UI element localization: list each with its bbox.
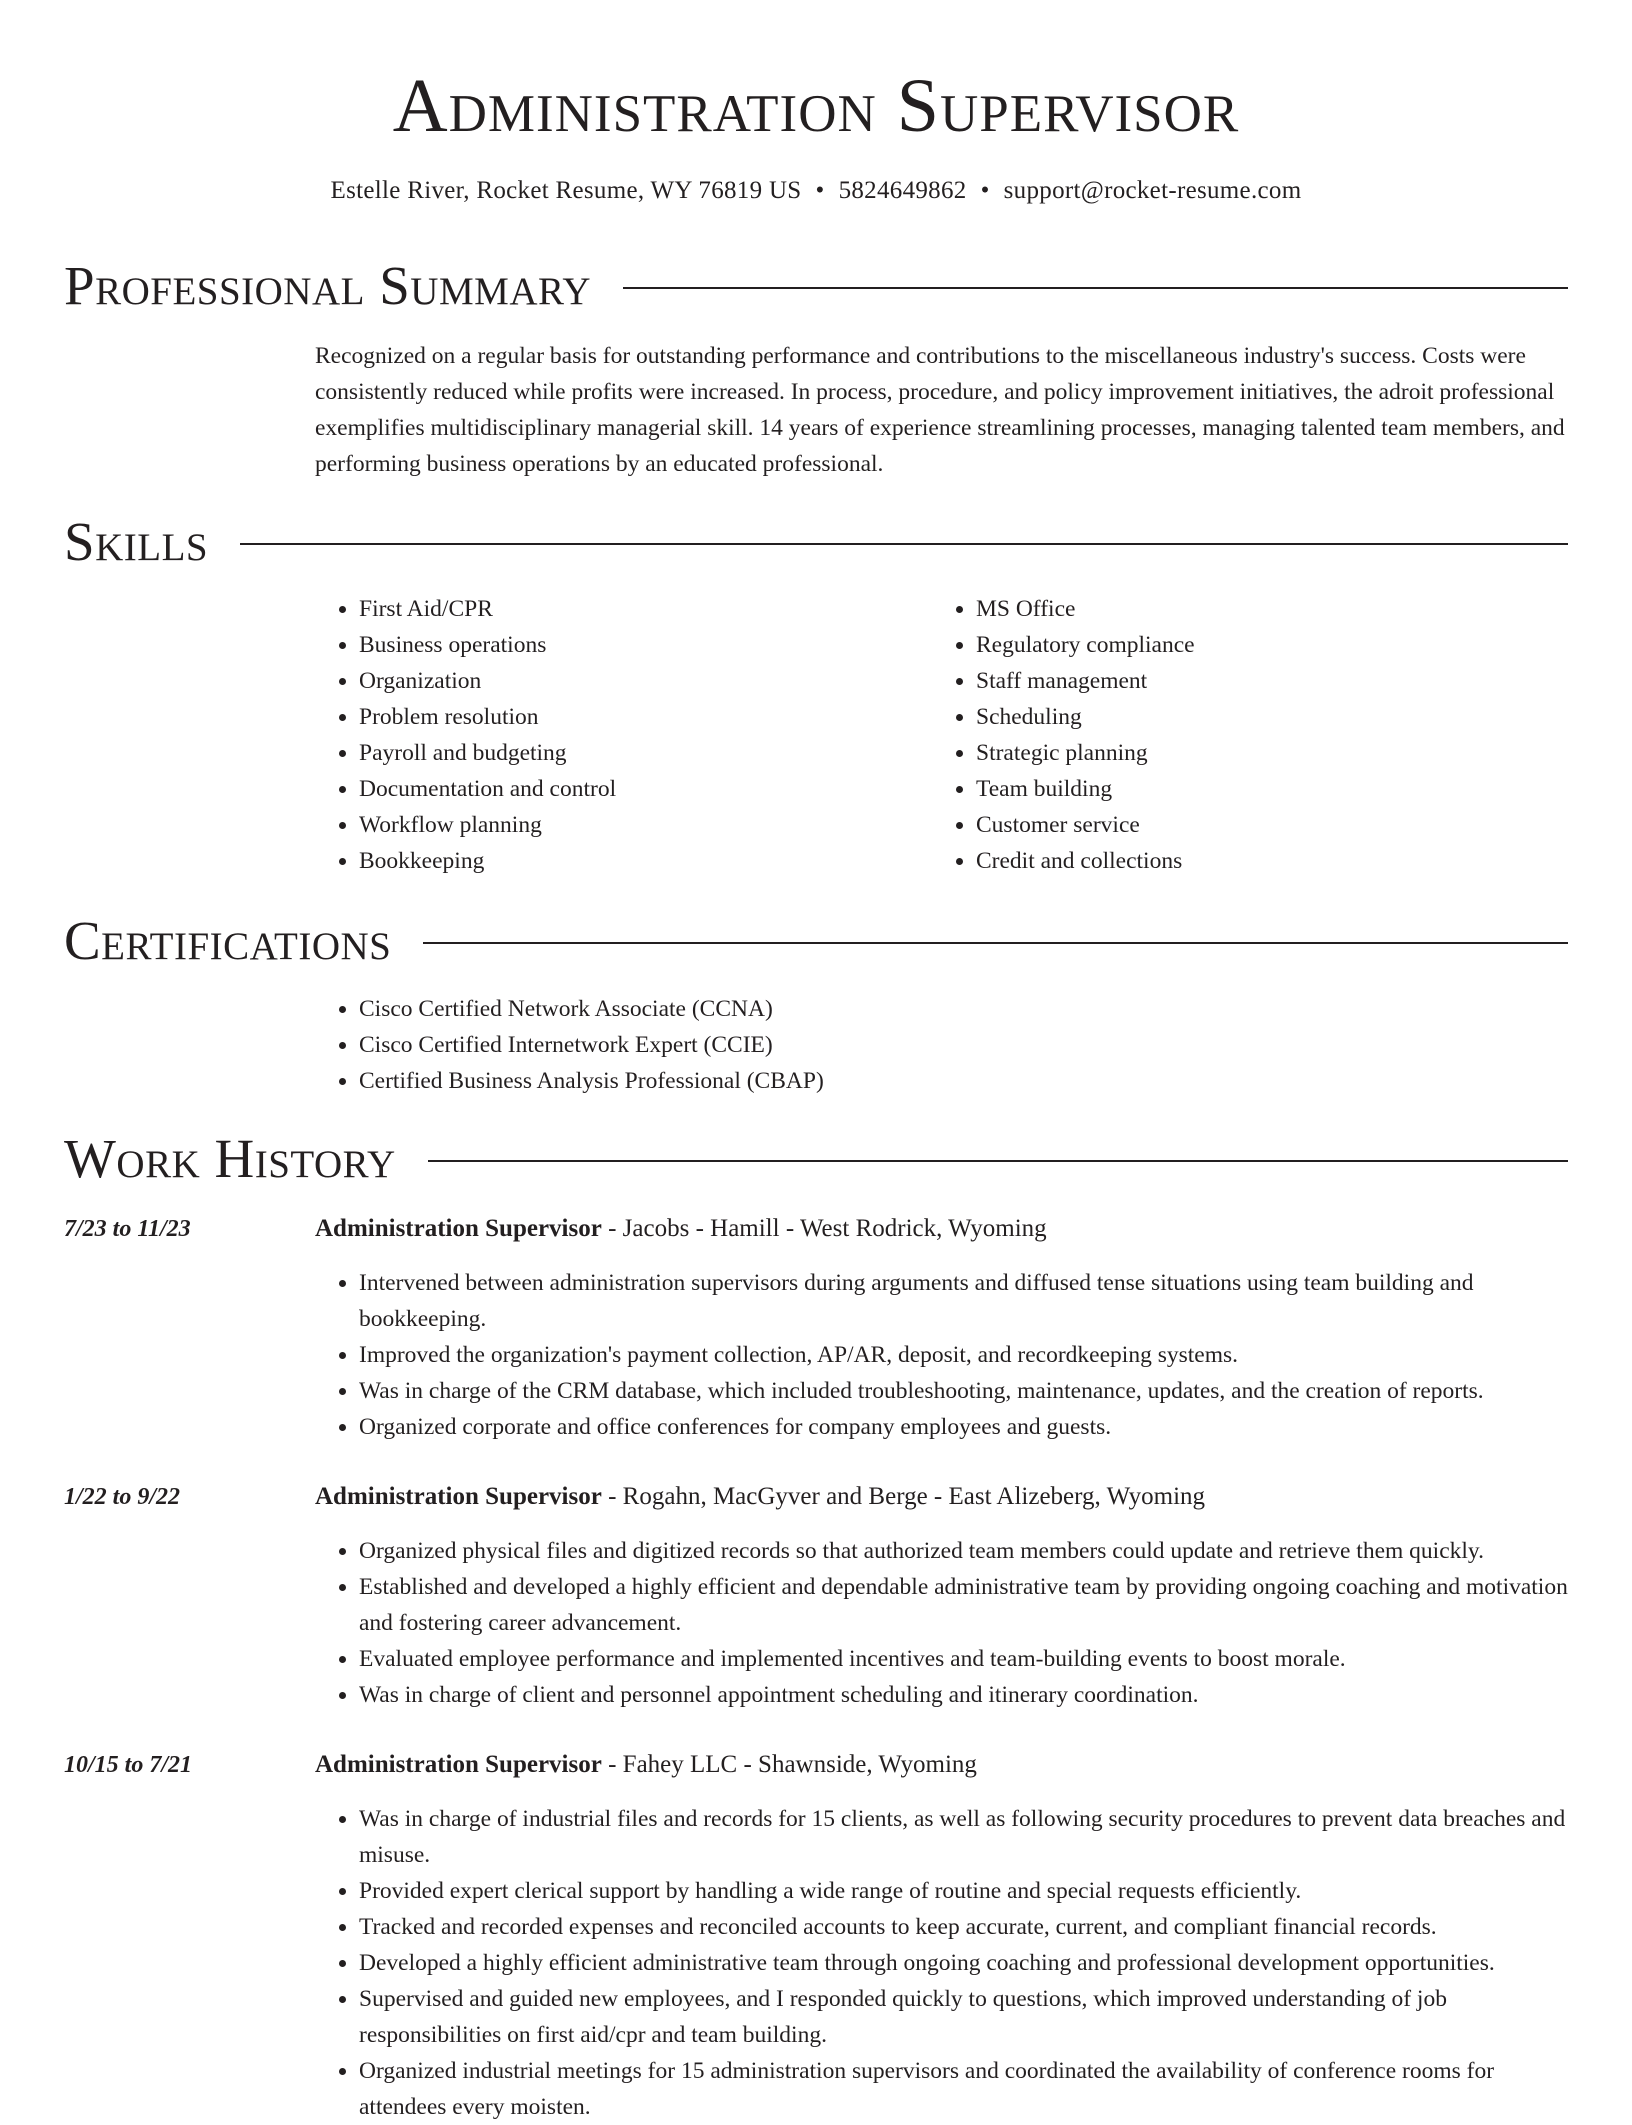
skill-item: • Business operations — [359, 627, 919, 663]
skill-item: • Organization — [359, 663, 919, 699]
duty-item: • Was in charge of client and personnel appointment scheduling and itinerary coordination. — [359, 1677, 1568, 1713]
skill-item: • Problem resolution — [359, 699, 919, 735]
duty-item: • Organized corporate and office conferences for company employees and guests. — [359, 1409, 1568, 1445]
job-duties-list — [315, 1801, 1568, 2125]
job-employer: - Jacobs - Hamill - West Rodrick, Wyoming — [601, 1215, 1047, 1242]
job-title-line — [315, 1211, 1568, 1247]
skill-item: • First Aid/CPR — [359, 591, 919, 627]
skill-item: • Workflow planning — [359, 807, 919, 843]
skill-item: • Scheduling — [976, 699, 1536, 735]
job-title: Administration Supervisor — [315, 1483, 602, 1510]
duty-item: • Intervened between administration supervisors during arguments and diffused tense situations using team building and bookkeeping. — [359, 1265, 1568, 1337]
section-work-header — [64, 1127, 1568, 1191]
job-duties-list — [315, 1533, 1568, 1713]
job-dates: 10/15 to 7/21 — [64, 1752, 193, 1778]
duty-item: • Developed a highly efficient administrative team through ongoing coaching and professional development opportunities. — [359, 1945, 1568, 1981]
section-rule — [428, 1160, 1568, 1162]
contact-separator: • — [815, 177, 825, 204]
job-dates: 1/22 to 9/22 — [64, 1484, 181, 1510]
skill-item: • Team building — [976, 771, 1536, 807]
section-rule — [240, 543, 1568, 545]
duty-item: • Organized industrial meetings for 15 administration supervisors and coordinated the availability of conference rooms for attendees every moisten. — [359, 2053, 1568, 2125]
section-skills-header — [64, 510, 1568, 574]
section-title-certifications: Certifications — [64, 910, 392, 971]
job-title-line — [315, 1479, 1568, 1515]
section-title-summary: Professional Summary — [64, 255, 592, 316]
certifications-list — [315, 991, 1568, 1099]
duty-item: • Organized physical files and digitized records so that authorized team members could update and retrieve them quickly. — [359, 1533, 1568, 1569]
section-certifications-header — [64, 909, 1568, 973]
job-duties-list — [315, 1265, 1568, 1445]
contact-separator: • — [980, 177, 990, 204]
skill-item: • Customer service — [976, 807, 1536, 843]
job-dates: 7/23 to 11/23 — [64, 1216, 191, 1242]
skills-list-right — [932, 591, 1536, 879]
skill-item: • Strategic planning — [976, 735, 1536, 771]
section-rule — [623, 287, 1568, 289]
certification-item: • Certified Business Analysis Professional (CBAP) — [359, 1063, 1568, 1099]
duty-item: • Supervised and guided new employees, and I responded quickly to questions, which improved understanding of job responsibilities on first aid/cpr and team building. — [359, 1981, 1568, 2053]
duty-item: • Evaluated employee performance and implemented incentives and team-building events to boost morale. — [359, 1641, 1568, 1677]
contact-phone: 5824649862 — [838, 177, 967, 204]
duty-item: • Provided expert clerical support by handling a wide range of routine and special requests efficiently. — [359, 1873, 1568, 1909]
section-title-work: Work History — [64, 1128, 396, 1189]
job-title-line — [315, 1747, 1568, 1783]
skill-item: • Payroll and budgeting — [359, 735, 919, 771]
skill-item: • Regulatory compliance — [976, 627, 1536, 663]
job-title: Administration Supervisor — [315, 1215, 602, 1242]
skill-item: • MS Office — [976, 591, 1536, 627]
skill-item: • Bookkeeping — [359, 843, 919, 879]
duty-item: • Was in charge of the CRM database, which included troubleshooting, maintenance, updates, and the creation of reports. — [359, 1373, 1568, 1409]
certification-item: • Cisco Certified Network Associate (CCNA) — [359, 991, 1568, 1027]
job-title: Administration Supervisor — [315, 1751, 602, 1778]
skill-item: • Staff management — [976, 663, 1536, 699]
job-employer: - Fahey LLC - Shawnside, Wyoming — [601, 1751, 977, 1778]
contact-email: support@rocket-resume.com — [1003, 177, 1302, 204]
section-summary-header — [64, 254, 1568, 318]
certification-item: • Cisco Certified Internetwork Expert (CCIE) — [359, 1027, 1568, 1063]
duty-item: • Tracked and recorded expenses and reconciled accounts to keep accurate, current, and compliant financial records. — [359, 1909, 1568, 1945]
section-rule — [423, 942, 1568, 944]
skills-list-left — [315, 591, 919, 879]
contact-address: Estelle River, Rocket Resume, WY 76819 US — [330, 177, 802, 204]
skill-item: • Credit and collections — [976, 843, 1536, 879]
resume-name: Administration Supervisor — [392, 64, 1240, 148]
section-title-skills: Skills — [64, 511, 209, 572]
duty-item: • Established and developed a highly efficient and dependable administrative team by providing ongoing coaching and motivation and fostering career advancement. — [359, 1569, 1568, 1641]
job-employer: - Rogahn, MacGyver and Berge - East Alizeberg, Wyoming — [601, 1483, 1206, 1510]
duty-item: • Improved the organization's payment collection, AP/AR, deposit, and recordkeeping systems. — [359, 1337, 1568, 1373]
duty-item: • Was in charge of industrial files and records for 15 clients, as well as following security procedures to prevent data breaches and misuse. — [359, 1801, 1568, 1873]
summary-text: Recognized on a regular basis for outstanding performance and contributions to the miscellaneous industry's success. Costs were consistently reduced while profits were increased. In process, procedure, and policy improvement initiatives, the adroit professional exemplifies multidisciplinary managerial skill. 14 years of experience streamlining processes, managing talented team members, and performing business operations by an educated professional. — [315, 343, 1565, 477]
skill-item: • Documentation and control — [359, 771, 919, 807]
contact-line — [0, 174, 1632, 208]
